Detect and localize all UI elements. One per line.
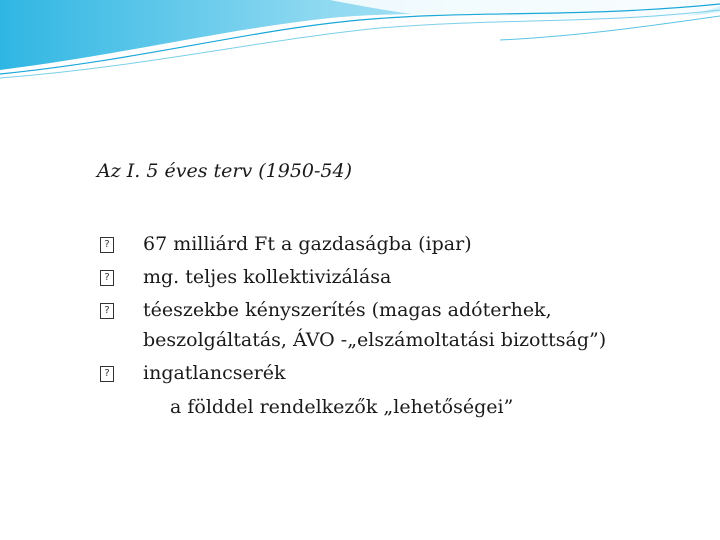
missing-glyph-bullet-icon: ? bbox=[100, 237, 114, 253]
bullet-text: téeszekbe kényszerítés (magas adóterhek, beszolgáltatás, ÁVO -„elszámoltatási bizottság”) bbox=[143, 299, 607, 351]
missing-glyph-bullet-icon: ? bbox=[100, 270, 114, 286]
slide-title: Az I. 5 éves terv (1950-54) bbox=[97, 160, 353, 182]
bullet-list bbox=[100, 228, 700, 390]
bullet-item-3 bbox=[100, 294, 700, 357]
header-wave-decoration bbox=[0, 0, 720, 90]
bullet-text: mg. teljes kollektivizálása bbox=[143, 266, 392, 288]
bullet-text: 67 milliárd Ft a gazdaságba (ipar) bbox=[143, 233, 472, 255]
bullet-text: ingatlancserék bbox=[143, 362, 286, 384]
missing-glyph-bullet-icon: ? bbox=[100, 303, 114, 319]
bullet-item-4 bbox=[100, 357, 700, 390]
sub-line-text: a földdel rendelkezők „lehetőségei” bbox=[170, 396, 514, 418]
bullet-item-1 bbox=[100, 228, 700, 261]
bullet-item-2 bbox=[100, 261, 700, 294]
missing-glyph-bullet-icon: ? bbox=[100, 366, 114, 382]
